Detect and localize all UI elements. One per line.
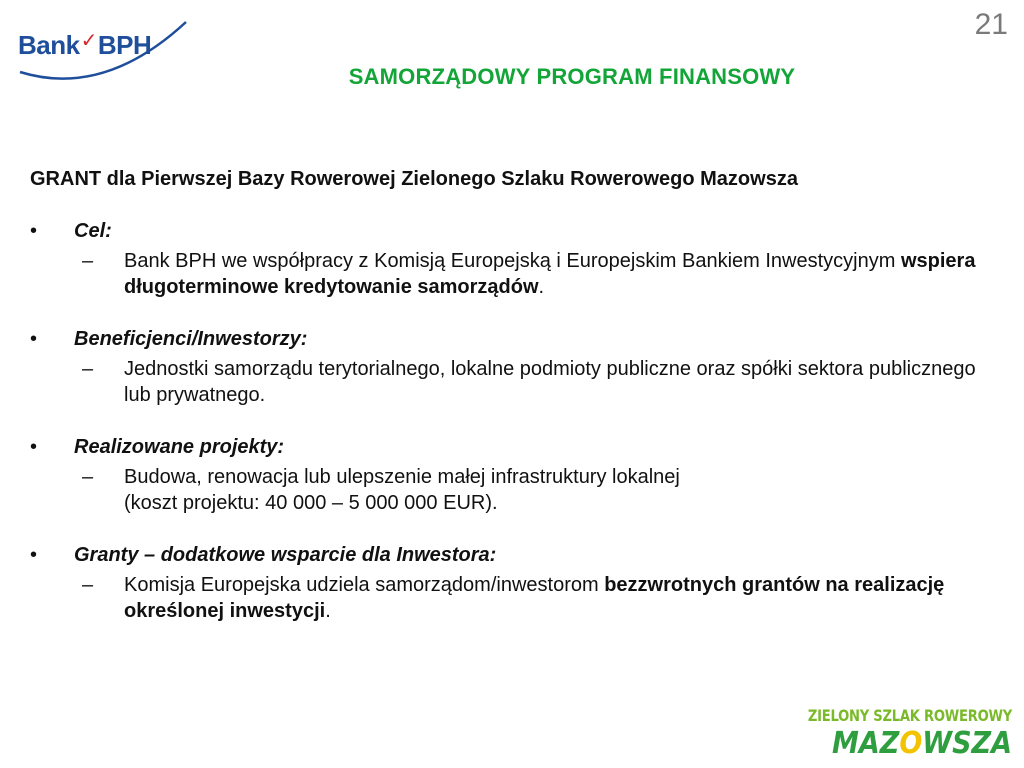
slide-content [30,166,1000,650]
sub-text: Bank BPH we współpracy z Komisją Europejską i Europejskim Bankiem Inwestycyjnym [124,250,901,272]
logo-text-bph: BPH [97,30,152,60]
bullet-label: Cel: [74,220,112,242]
logo-line-top: ZIELONY SZLAK ROWEROWY [807,706,1012,725]
logo-text-bank: Bank [18,30,80,60]
logo-mazowsza-o: O [899,726,923,761]
bullet-icon: • [30,328,38,350]
dash-icon: – [82,358,94,380]
sub-text-bold: wspiera długoterminowe kredytowanie samorządów [124,250,976,298]
sub-text: Komisja Europejska udziela samorządom/inwestorom [124,574,605,596]
sub-text-end: . [538,276,545,298]
bullet-realizowane-projekty [30,434,1000,460]
sub-text-bold: bezzwrotnych grantów na realizację określonej inwestycji [124,574,945,622]
bullet-icon: • [30,544,38,566]
logo-mazowsza-part1: MAZ [831,726,900,761]
logo-line-bottom [832,726,1012,761]
dash-icon: – [82,466,94,488]
sub-text: Jednostki samorządu terytorialnego, lokalne podmioty publiczne oraz spółki sektora publicznego lub prywatnego. [124,358,976,406]
bullet-label: Beneficjenci/Inwestorzy: [74,328,308,350]
sub-item-beneficjenci [30,356,1000,408]
bullet-beneficjenci [30,326,1000,352]
bullet-label: Granty – dodatkowe wsparcie dla Inwestora: [74,544,497,566]
sub-item-cel [30,248,1000,300]
bullet-label: Realizowane projekty: [74,436,285,458]
sub-text-line2: (koszt projektu: 40 000 – 5 000 000 EUR). [124,492,498,514]
sub-item-realizowane-projekty [30,464,1000,516]
page-title: SAMORZĄDOWY PROGRAM FINANSOWY [348,64,796,89]
sub-text-line1: Budowa, renowacja lub ulepszenie małej infrastruktury lokalnej [124,466,680,488]
logo-mazowsza-part2: WSZA [922,726,1012,761]
sub-text-end: . [325,600,331,622]
zielony-szlak-logo [807,706,1012,762]
dash-icon: – [82,574,94,596]
bullet-icon: • [30,436,38,458]
sub-item-granty [30,572,1000,624]
logo-text [18,30,151,61]
bullet-icon: • [30,220,38,242]
bullet-granty [30,542,1000,568]
slide-number: 21 [974,8,1008,41]
bullet-cel [30,218,1000,244]
logo-red-mark-icon: ✓ [80,30,97,52]
bank-bph-logo [14,18,194,88]
grant-heading: GRANT dla Pierwszej Bazy Rowerowej Zielonego Szlaku Rowerowego Mazowsza [30,168,798,190]
dash-icon: – [82,250,94,272]
